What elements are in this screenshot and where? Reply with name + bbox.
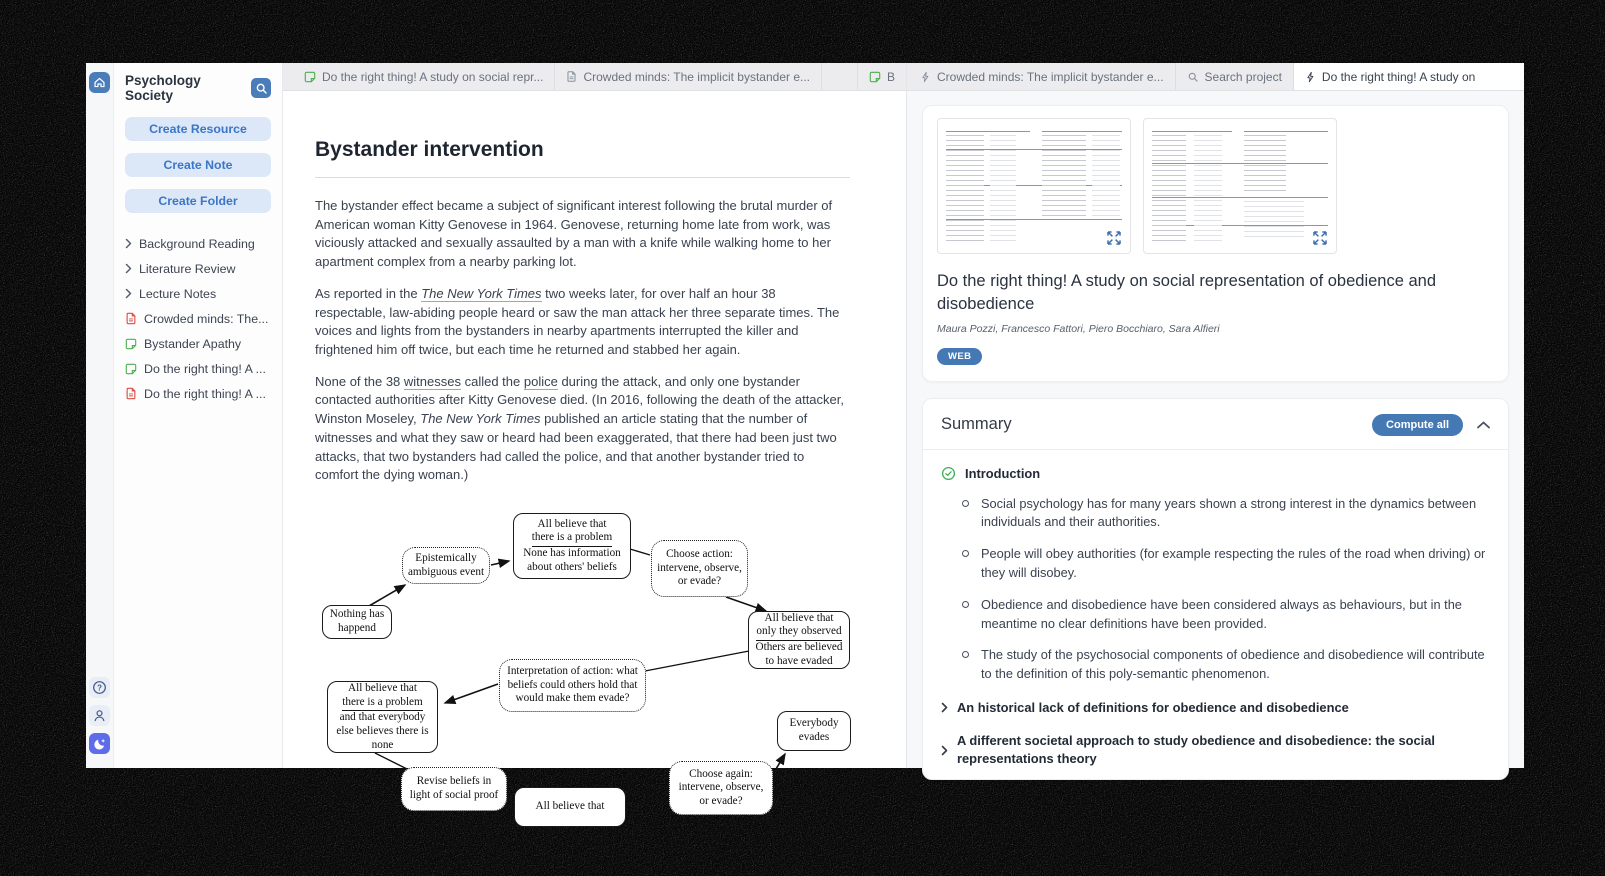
bullet-item: The study of the psychosocial components of obedience and disobedience will contribute to the definition of this poly-semantic phenomenon. [955, 646, 1490, 684]
flow-node-interpretation: Interpretation of action: what beliefs could others hold that would make them evade? [499, 659, 646, 712]
reference-body [907, 91, 1524, 780]
document-label: Do the right thing! A ... [144, 386, 266, 401]
folder-label: Literature Review [139, 261, 236, 276]
paragraph-text: called the [460, 373, 524, 389]
chevron-right-icon [941, 702, 948, 713]
paragraph [315, 373, 850, 485]
section-historical-lack[interactable] [941, 699, 1490, 717]
witnesses-link[interactable]: witnesses [403, 373, 461, 389]
paper-page-thumbnail[interactable] [1143, 118, 1337, 254]
home-button[interactable] [89, 72, 110, 93]
paper-thumbnails [937, 118, 1494, 254]
project-title: Psychology Society [125, 73, 201, 103]
tab-bystander-partial[interactable] [857, 63, 906, 90]
document-label: Bystander Apathy [144, 336, 242, 351]
flow-node-only-they-observed: All believe that only they observed Others are believed to have evaded [748, 611, 850, 669]
sidebar [114, 63, 283, 768]
nyt-link[interactable]: The New York Times [421, 285, 542, 301]
sidebar-item-literature-review[interactable] [125, 256, 271, 281]
home-icon [93, 76, 106, 89]
flow-node-all-believe-problem: All believe that there is a problem None has information about others' beliefs [513, 513, 631, 579]
pdf-file-icon [125, 312, 137, 325]
sidebar-item-bystander-apathy[interactable] [125, 331, 271, 356]
introduction-bullets [941, 495, 1490, 684]
flow-node-everybody-else-none: All believe that there is a problem and that everybody else believes there is none [327, 681, 438, 753]
paragraph [315, 285, 850, 360]
create-resource-button[interactable]: Create Resource [125, 117, 271, 141]
sidebar-item-crowded-minds[interactable] [125, 306, 271, 331]
tab-label: Do the right thing! A study on [1321, 69, 1476, 84]
flow-node-all-believe-cut: All believe that [514, 787, 626, 827]
note-icon [125, 338, 137, 350]
section-introduction[interactable] [941, 466, 1490, 481]
pdf-file-icon [125, 387, 137, 400]
document-label: Crowded minds: The... [144, 311, 269, 326]
section-title: Introduction [965, 465, 1041, 481]
police-link[interactable]: police [523, 373, 558, 389]
document-icon [566, 70, 577, 83]
reference-tabbar [907, 63, 1524, 91]
tab-do-the-right-thing[interactable] [293, 63, 555, 90]
document-label: Do the right thing! A ... [144, 361, 266, 376]
summary-header [923, 399, 1508, 450]
paragraph-text: two weeks later, for over half an hour 38 respectable, law-abiding people heard or saw the man attack her three separate times. The voices and lights from the bystanders in nearby apartments interrupted the killer and frightened him off twice, but each time he returned and stabbed her again. [315, 285, 840, 358]
folder-label: Background Reading [139, 236, 255, 251]
bystander-flowchart-figure [317, 511, 853, 811]
chevron-right-icon [125, 238, 132, 249]
paragraph-text: None of the 38 [315, 373, 404, 389]
moon-icon [93, 737, 107, 751]
create-note-button[interactable]: Create Note [125, 153, 271, 177]
paragraph [315, 197, 850, 272]
sidebar-item-background-reading[interactable] [125, 231, 271, 256]
editor-panel [283, 63, 906, 813]
flow-node-everybody-evades: Everybody evades [777, 711, 851, 751]
flow-node-ambiguous-event: Epistemically ambiguous event [402, 547, 490, 584]
tab-label: Search project [1204, 69, 1282, 84]
bullet-item: Obedience and disobedience have been considered always as behaviours, but in the meantime no clear definitions have been provided. [955, 596, 1490, 634]
search-button[interactable] [251, 78, 271, 98]
tab-label: Crowded minds: The implicit bystander e... [583, 69, 811, 84]
bullet-item: People will obey authorities (for example respecting the rules of the road when driving) or they will disobey. [955, 545, 1490, 583]
help-button[interactable] [89, 677, 110, 698]
chevron-right-icon [125, 263, 132, 274]
sparkle-zap-icon [1305, 71, 1316, 83]
flow-node-choose-action: Choose action: intervene, observe, or evade? [651, 540, 748, 597]
collapse-summary-button[interactable] [1477, 421, 1490, 429]
sparkle-zap-icon [920, 71, 931, 83]
editor-tabbar [283, 63, 906, 91]
source-badge[interactable]: WEB [937, 348, 982, 365]
svg-text:?: ? [97, 683, 102, 693]
tab-do-the-right-thing-ai[interactable] [1294, 63, 1524, 90]
reference-panel [906, 63, 1524, 768]
document-title: Bystander intervention [315, 138, 544, 161]
paragraph-text: As reported in the [315, 285, 422, 301]
tab-crowded-minds-ai[interactable] [909, 63, 1176, 90]
app-window [86, 63, 1524, 813]
sidebar-tree [125, 231, 271, 406]
sidebar-header [125, 73, 271, 103]
icon-rail [86, 63, 114, 768]
folder-label: Lecture Notes [139, 286, 217, 301]
paragraph-text: published an article stating that the number of witnesses and what they saw or heard had been exaggerated, that there had been just two attacks, that two bystanders had called the police, and that another bystander tried to comfort the dying woman.) [315, 411, 837, 483]
note-icon [125, 363, 137, 375]
section-societal-approach[interactable] [941, 732, 1490, 768]
search-icon [1187, 71, 1199, 83]
compute-all-button[interactable]: Compute all [1372, 414, 1463, 436]
sidebar-item-do-the-right-thing-note[interactable] [125, 356, 271, 381]
paper-page-thumbnail[interactable] [937, 118, 1131, 254]
sidebar-item-lecture-notes[interactable] [125, 281, 271, 306]
paragraph-text-italic: The New York Times [420, 411, 541, 427]
help-circle-icon [92, 680, 107, 695]
flow-node-choose-again: Choose again: intervene, observe, or evade? [669, 761, 773, 815]
person-icon [92, 708, 107, 723]
search-icon [255, 82, 268, 95]
section-title: An historical lack of definitions for obedience and disobedience [957, 699, 1349, 715]
tab-search-project[interactable] [1176, 63, 1294, 90]
section-title: A different societal approach to study obedience and disobedience: the social representations theory [957, 732, 1436, 767]
summary-body [923, 450, 1508, 769]
title-divider [315, 177, 850, 178]
summary-heading: Summary [941, 415, 1012, 434]
note-icon [869, 71, 881, 83]
chevron-right-icon [941, 745, 948, 756]
tab-label: Do the right thing! A study on social repr... [322, 69, 544, 84]
expand-icon[interactable] [1313, 231, 1327, 245]
flow-node-nothing-happened: Nothing has happend [322, 605, 392, 639]
paragraph-text: during the attack, and only one bystander contacted authorities after Kitty Genovese died. (In 2016, following the death of the attacker, Winston Moseley, [315, 373, 844, 427]
profile-button[interactable] [89, 705, 110, 726]
paper-card [922, 105, 1509, 382]
rail-bottom-group [89, 677, 110, 768]
note-document [283, 91, 906, 811]
note-icon [304, 71, 316, 83]
summary-card [922, 398, 1509, 780]
sidebar-item-do-the-right-thing-pdf[interactable] [125, 381, 271, 406]
tab-label: Crowded minds: The implicit bystander e... [937, 69, 1164, 84]
chevron-up-icon [1477, 421, 1490, 429]
bullet-item: Social psychology has for many years shown a strong interest in the dynamics between individuals and their authorities. [955, 495, 1490, 533]
tab-label: B [886, 69, 895, 84]
check-circle-icon [941, 466, 956, 481]
flow-node-revise-beliefs: Revise beliefs in light of social proof [401, 767, 507, 811]
chevron-right-icon [125, 288, 132, 299]
expand-icon[interactable] [1107, 231, 1121, 245]
tab-crowded-minds[interactable] [555, 63, 822, 90]
create-folder-button[interactable]: Create Folder [125, 189, 271, 213]
theme-toggle-button[interactable] [89, 733, 110, 754]
paper-title: Do the right thing! A study on social representation of obedience and disobedience [937, 272, 1437, 313]
paragraph-text: The bystander effect became a subject of significant interest following the brutal murder of American woman Kitty Genovese in 1964. Genovese, returning home late from work, was viciously attacked and sexually assaulted by a man with a knife while walking home to her apartment complex from a nearby parking lot. [315, 198, 833, 270]
paper-authors: Maura Pozzi, Francesco Fattori, Piero Bocchiaro, Sara Alfieri [937, 322, 1220, 335]
